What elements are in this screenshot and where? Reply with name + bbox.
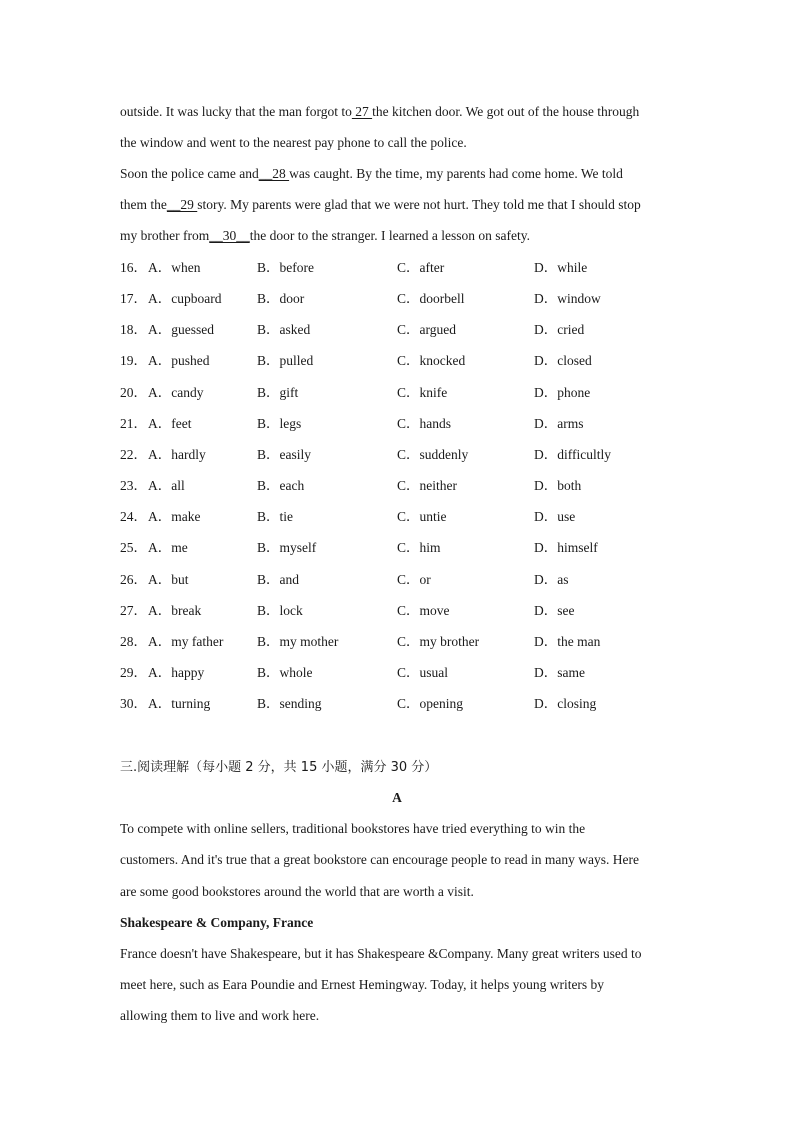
passage-text: my brother from xyxy=(120,228,210,243)
paragraph-line: France doesn't have Shakespeare, but it has Shakespeare &Company. Many great writers used to xyxy=(120,946,642,961)
option-b: B．legs xyxy=(257,416,302,431)
paragraph-line: are some good bookstores around the world that are worth a visit. xyxy=(120,884,474,899)
option-a: A．happy xyxy=(148,665,205,680)
question-row xyxy=(120,539,680,557)
question-row xyxy=(120,602,680,620)
question-number: 21． xyxy=(120,416,147,431)
option-d: D．difficultly xyxy=(534,447,611,462)
option-c: C．neither xyxy=(397,478,457,493)
option-d: D．phone xyxy=(534,385,591,400)
option-c: C．knife xyxy=(397,385,448,400)
passage-text: the window and went to the nearest pay phone to call the police. xyxy=(120,135,467,150)
option-c: C．opening xyxy=(397,696,463,711)
option-b: B．and xyxy=(257,572,299,587)
option-d: D．same xyxy=(534,665,585,680)
question-number: 16． xyxy=(120,260,147,275)
question-number: 23． xyxy=(120,478,147,493)
option-c: C．knocked xyxy=(397,353,466,368)
blank-28: __28 xyxy=(258,166,290,181)
question-row xyxy=(120,664,680,682)
paragraph-line: To compete with online sellers, traditional bookstores have tried everything to win the xyxy=(120,821,586,836)
question-row xyxy=(120,477,680,495)
option-c: C．hands xyxy=(397,416,451,431)
option-d: D．both xyxy=(534,478,582,493)
option-b: B．tie xyxy=(257,509,293,524)
blank-29: __29 xyxy=(166,197,198,212)
option-b: B．lock xyxy=(257,603,303,618)
question-row xyxy=(120,321,680,339)
option-c: C．after xyxy=(397,260,445,275)
question-row xyxy=(120,446,680,464)
paragraph-line: customers. And it's true that a great bookstore can encourage people to read in many ways. Here xyxy=(120,852,640,867)
option-a: A．pushed xyxy=(148,353,210,368)
question-row xyxy=(120,633,680,651)
option-d: D．himself xyxy=(534,540,598,555)
option-b: B．easily xyxy=(257,447,311,462)
option-d: D．cried xyxy=(534,322,585,337)
passage-text: outside. It was lucky that the man forgot to xyxy=(120,104,352,119)
option-c: C．untie xyxy=(397,509,447,524)
question-number: 17． xyxy=(120,291,147,306)
option-b: B．myself xyxy=(257,540,317,555)
passage-line-3 xyxy=(120,165,680,183)
passage-text: them the xyxy=(120,197,167,212)
option-a: A．make xyxy=(148,509,201,524)
question-number: 28． xyxy=(120,634,147,649)
option-c: C．suddenly xyxy=(397,447,469,462)
option-c: C．him xyxy=(397,540,441,555)
question-number: 27． xyxy=(120,603,147,618)
option-b: B．each xyxy=(257,478,305,493)
option-a: A．my father xyxy=(148,634,224,649)
passage-text: the door to the stranger. I learned a lesson on safety. xyxy=(249,228,531,243)
question-number: 22． xyxy=(120,447,147,462)
option-a: A．cupboard xyxy=(148,291,222,306)
option-d: D．closing xyxy=(534,696,597,711)
passage-text: Soon the police came and xyxy=(120,166,259,181)
question-number: 30． xyxy=(120,696,147,711)
passage-text: was caught. By the time, my parents had come home. We told xyxy=(289,166,623,181)
option-d: D．closed xyxy=(534,353,592,368)
question-row xyxy=(120,508,680,526)
option-d: D．use xyxy=(534,509,576,524)
question-row xyxy=(120,259,680,277)
option-b: B．sending xyxy=(257,696,322,711)
option-b: B．my mother xyxy=(257,634,339,649)
option-c: C．move xyxy=(397,603,450,618)
option-a: A．hardly xyxy=(148,447,206,462)
question-number: 25． xyxy=(120,540,147,555)
passage-line-5 xyxy=(120,227,680,245)
option-a: A．guessed xyxy=(148,322,214,337)
question-number: 26． xyxy=(120,572,147,587)
option-c: C．or xyxy=(397,572,431,587)
blank-27: 27 xyxy=(351,104,373,119)
option-c: C．argued xyxy=(397,322,456,337)
store-title: Shakespeare & Company, France xyxy=(120,915,314,930)
option-a: A．turning xyxy=(148,696,211,711)
option-a: A．break xyxy=(148,603,202,618)
option-a: A．candy xyxy=(148,385,204,400)
section-heading: 三.阅读理解（每小题 2 分，共 15 小题，满分 30 分） xyxy=(120,760,438,775)
part-label: A xyxy=(392,790,402,805)
passage-text: story. My parents were glad that we were not hurt. They told me that I should stop xyxy=(197,197,641,212)
option-d: D．as xyxy=(534,572,569,587)
paragraph-line: allowing them to live and work here. xyxy=(120,1008,320,1023)
question-number: 19． xyxy=(120,353,147,368)
option-d: D．window xyxy=(534,291,601,306)
option-a: A．but xyxy=(148,572,189,587)
question-number: 29． xyxy=(120,665,147,680)
paragraph-line: meet here, such as Eara Poundie and Ernest Hemingway. Today, it helps young writers by xyxy=(120,977,605,992)
question-row xyxy=(120,571,680,589)
option-a: A．me xyxy=(148,540,188,555)
question-number: 24． xyxy=(120,509,147,524)
passage-line-4 xyxy=(120,196,680,214)
passage-line-1 xyxy=(120,103,680,121)
question-row xyxy=(120,290,680,308)
option-b: B．gift xyxy=(257,385,299,400)
blank-30: __30__ xyxy=(209,228,250,243)
option-a: A．when xyxy=(148,260,201,275)
passage-text: the kitchen door. We got out of the house through xyxy=(372,104,640,119)
option-a: A．all xyxy=(148,478,185,493)
question-number: 18． xyxy=(120,322,147,337)
option-c: C．usual xyxy=(397,665,449,680)
option-d: D．arms xyxy=(534,416,584,431)
option-d: D．see xyxy=(534,603,575,618)
option-b: B．door xyxy=(257,291,305,306)
question-row xyxy=(120,352,680,370)
question-row xyxy=(120,384,680,402)
option-b: B．asked xyxy=(257,322,311,337)
option-c: C．my brother xyxy=(397,634,480,649)
option-b: B．whole xyxy=(257,665,313,680)
question-row xyxy=(120,415,680,433)
option-b: B．before xyxy=(257,260,314,275)
option-c: C．doorbell xyxy=(397,291,465,306)
option-b: B．pulled xyxy=(257,353,314,368)
option-d: D．the man xyxy=(534,634,601,649)
question-number: 20． xyxy=(120,385,147,400)
question-row xyxy=(120,695,680,713)
option-d: D．while xyxy=(534,260,588,275)
option-a: A．feet xyxy=(148,416,192,431)
passage-line-2 xyxy=(120,134,680,152)
